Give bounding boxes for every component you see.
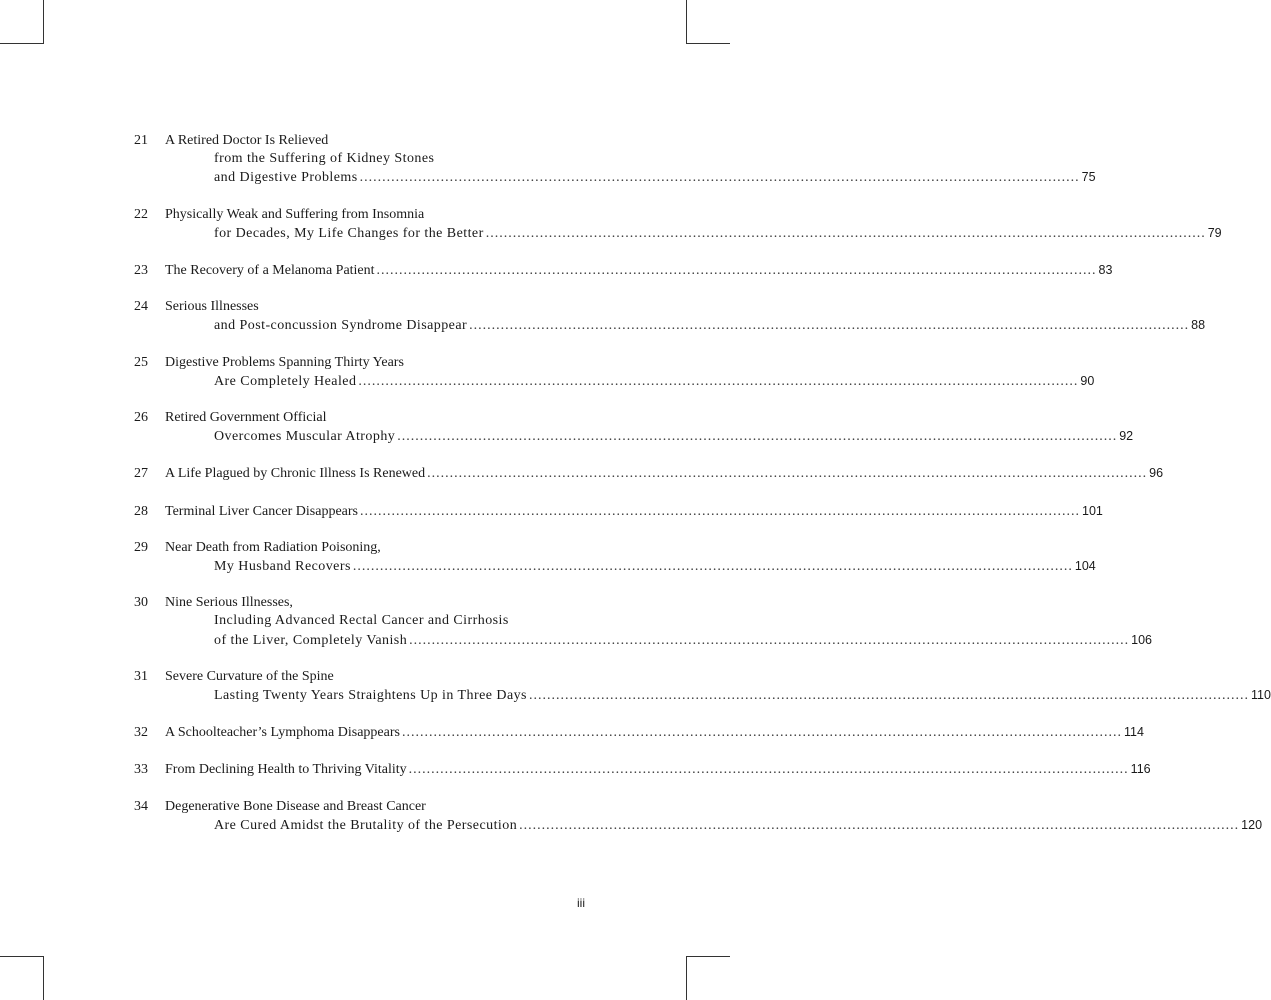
toc-entry-title: Including Advanced Rectal Cancer and Cirrhosis xyxy=(214,613,509,629)
toc-entry-number: 32 xyxy=(134,725,148,741)
toc-entry[interactable] xyxy=(134,132,1096,188)
toc-entry-title: Nine Serious Illnesses, xyxy=(165,595,293,611)
toc-entry-line xyxy=(134,372,1095,391)
toc-entry-number: 25 xyxy=(134,354,148,370)
crop-mark-top-left-horizontal xyxy=(0,43,44,44)
dot-leader: ................................................................................................................................................................ xyxy=(352,559,1073,575)
toc-entry-page-number: 83 xyxy=(1098,263,1113,278)
table-of-contents xyxy=(134,132,1271,853)
toc-entry-line xyxy=(134,631,1153,650)
toc-entry-title: from the Suffering of Kidney Stones xyxy=(214,151,435,167)
toc-entry-title: Lasting Twenty Years Straightens Up in Three Days xyxy=(214,688,527,704)
crop-mark-bottom-left-horizontal xyxy=(0,956,44,957)
toc-entry-page-number: 120 xyxy=(1241,817,1263,832)
toc-entry-line xyxy=(134,686,1271,705)
toc-entry[interactable] xyxy=(134,760,1151,779)
toc-entry-title: From Declining Health to Thriving Vitality xyxy=(165,762,407,778)
dot-leader: ................................................................................................................................................................ xyxy=(469,318,1190,334)
toc-entry-title: Terminal Liver Cancer Disappears xyxy=(165,503,358,519)
dot-leader: ................................................................................................................................................................ xyxy=(360,503,1080,519)
toc-entry-title: Degenerative Bone Disease and Breast Cancer xyxy=(165,798,426,814)
toc-entry[interactable] xyxy=(134,668,1271,705)
crop-mark-top-left-vertical xyxy=(43,0,44,44)
toc-entry-line xyxy=(134,798,596,816)
toc-entry-line xyxy=(134,760,1151,779)
dot-leader: ................................................................................................................................................................ xyxy=(485,225,1206,241)
toc-entry[interactable] xyxy=(134,298,1206,335)
toc-entry-title: Digestive Problems Spanning Thirty Years xyxy=(165,354,404,370)
toc-entry-number: 29 xyxy=(134,539,148,555)
toc-entry-page-number: 106 xyxy=(1131,632,1153,647)
toc-entry-title: Serious Illnesses xyxy=(165,299,259,315)
toc-entry-title: A Retired Doctor Is Relieved xyxy=(165,133,329,148)
toc-entry-title: Retired Government Official xyxy=(165,410,327,426)
toc-entry-number: 28 xyxy=(134,503,148,519)
dot-leader: ................................................................................................................................................................ xyxy=(358,373,1079,389)
toc-entry-title: and Digestive Problems xyxy=(214,170,358,186)
toc-entry[interactable] xyxy=(134,798,1263,835)
toc-entry-page-number: 104 xyxy=(1074,559,1096,574)
toc-entry-title: A Schoolteacher’s Lymphoma Disappears xyxy=(165,725,400,741)
toc-entry-page-number: 110 xyxy=(1250,688,1271,703)
toc-entry-page-number: 88 xyxy=(1191,318,1206,333)
toc-entry-line xyxy=(134,168,1096,187)
crop-mark-top-right-vertical xyxy=(686,0,687,44)
toc-entry-line xyxy=(134,502,1103,521)
toc-entry[interactable] xyxy=(134,409,1134,446)
toc-entry-line xyxy=(134,206,596,224)
toc-entry[interactable] xyxy=(134,464,1164,483)
toc-entry[interactable] xyxy=(134,539,1096,576)
toc-entry-title: Physically Weak and Suffering from Insomnia xyxy=(165,206,425,222)
toc-entry[interactable] xyxy=(134,723,1144,742)
toc-entry-number: 34 xyxy=(134,798,148,814)
toc-entry-line xyxy=(134,132,596,150)
toc-entry-title: Severe Curvature of the Spine xyxy=(165,668,334,684)
toc-entry-number: 21 xyxy=(134,133,148,148)
toc-entry-line xyxy=(134,316,1206,335)
toc-entry-page-number: 101 xyxy=(1082,503,1103,518)
toc-entry-line xyxy=(134,427,1134,446)
dot-leader: ................................................................................................................................................................ xyxy=(409,632,1130,648)
toc-entry-title: and Post-concussion Syndrome Disappear xyxy=(214,318,468,334)
crop-mark-bottom-left-vertical xyxy=(43,956,44,1000)
toc-entry-number: 23 xyxy=(134,263,148,279)
dot-leader: ................................................................................................................................................................ xyxy=(359,170,1080,186)
toc-entry-line xyxy=(134,723,1144,742)
dot-leader: ................................................................................................................................................................ xyxy=(408,762,1129,778)
crop-mark-bottom-right-horizontal xyxy=(686,956,730,957)
toc-entry-number: 31 xyxy=(134,668,148,684)
crop-mark-top-right-horizontal xyxy=(686,43,730,44)
toc-entry-page-number: 79 xyxy=(1207,225,1222,240)
toc-entry-line xyxy=(134,539,596,557)
toc-entry-page-number: 114 xyxy=(1123,725,1144,740)
toc-entry-number: 26 xyxy=(134,410,148,426)
toc-entry-number: 33 xyxy=(134,762,148,778)
toc-entry-line xyxy=(134,150,596,168)
toc-entry[interactable] xyxy=(134,354,1095,391)
dot-leader: ................................................................................................................................................................ xyxy=(528,688,1249,704)
toc-entry-number: 22 xyxy=(134,206,148,222)
toc-entry[interactable] xyxy=(134,594,1153,650)
toc-entry-number: 27 xyxy=(134,466,148,482)
dot-leader: ................................................................................................................................................................ xyxy=(401,725,1122,741)
toc-entry-page-number: 116 xyxy=(1130,762,1151,777)
dot-leader: ................................................................................................................................................................ xyxy=(397,429,1118,445)
toc-entry-line xyxy=(134,557,1096,576)
toc-entry-number: 24 xyxy=(134,299,148,315)
toc-entry-page-number: 75 xyxy=(1081,170,1096,185)
toc-entry-line xyxy=(134,224,1222,243)
toc-entry[interactable] xyxy=(134,502,1103,521)
toc-entry-page-number: 90 xyxy=(1080,373,1095,388)
toc-entry[interactable] xyxy=(134,206,1222,243)
dot-leader: ................................................................................................................................................................ xyxy=(519,817,1240,833)
dot-leader: ................................................................................................................................................................ xyxy=(427,466,1148,482)
toc-entry-line xyxy=(134,594,596,612)
toc-entry-line xyxy=(134,354,596,372)
toc-entry-line xyxy=(134,464,1164,483)
toc-entry-title: Overcomes Muscular Atrophy xyxy=(214,429,396,445)
dot-leader: ................................................................................................................................................................ xyxy=(376,263,1097,279)
toc-entry[interactable] xyxy=(134,261,1113,280)
toc-entry-page-number: 96 xyxy=(1149,466,1164,481)
toc-entry-line xyxy=(134,261,1113,280)
toc-entry-line xyxy=(134,816,1263,835)
toc-entry-line xyxy=(134,409,596,427)
toc-entry-line xyxy=(134,612,596,630)
toc-entry-number: 30 xyxy=(134,595,148,611)
toc-entry-title: Are Completely Healed xyxy=(214,373,357,389)
toc-entry-line xyxy=(134,298,596,316)
toc-entry-title: A Life Plagued by Chronic Illness Is Renewed xyxy=(165,466,426,482)
toc-entry-title: Are Cured Amidst the Brutality of the Persecution xyxy=(214,817,518,833)
toc-entry-title: for Decades, My Life Changes for the Better xyxy=(214,225,484,241)
toc-entry-title: Near Death from Radiation Poisoning, xyxy=(165,539,381,555)
crop-mark-bottom-right-vertical xyxy=(686,956,687,1000)
toc-entry-title: My Husband Recovers xyxy=(214,559,351,575)
toc-entry-line xyxy=(134,668,596,686)
toc-entry-page-number: 92 xyxy=(1119,429,1134,444)
toc-entry-title: of the Liver, Completely Vanish xyxy=(214,632,408,648)
toc-entry-title: The Recovery of a Melanoma Patient xyxy=(165,263,375,279)
page-folio: iii xyxy=(577,896,585,910)
